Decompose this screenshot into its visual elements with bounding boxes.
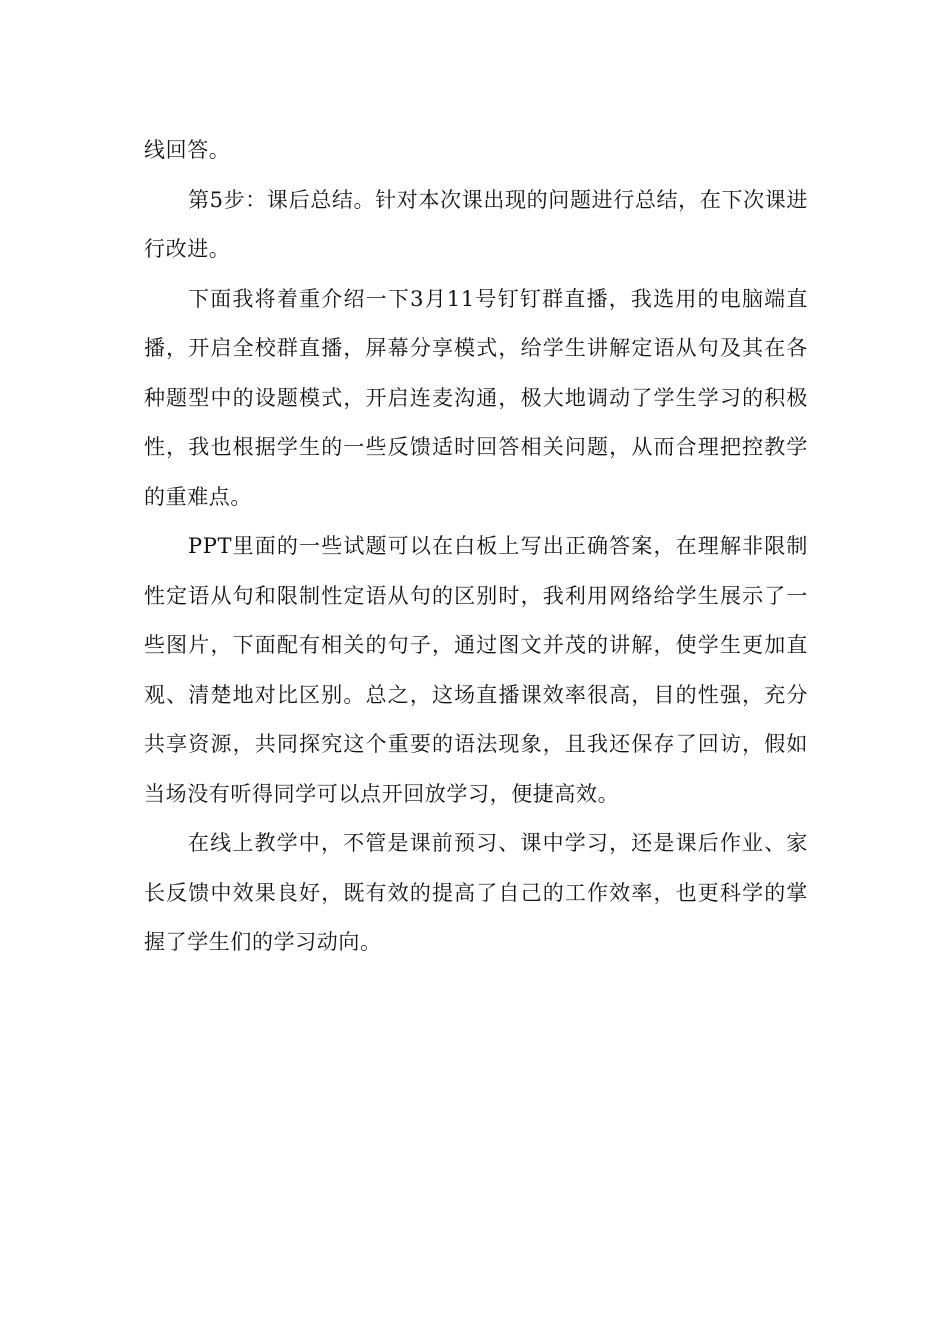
paragraph-continuation: 线回答。 [144, 138, 231, 162]
paragraph-ppt-whiteboard: PPT里面的一些试题可以在白板上写出正确答案，在理解非限制性定语从句和限制性定语从句的区别时，我利用网络给学生展示了一些图片，下面配有相关的句子，通过图文并茂的讲解，使学生更加直观、清楚地对比区别。总之，这场直播课效率很高，目的性强，充分共享资源，共同探究这个重要的语法现象，且我还保存了回访，假如当场没有听得同学可以点开回放学习，便捷高效。 [144, 534, 808, 806]
paragraph-step-5: 第5步：课后总结。针对本次课出现的问题进行总结，在下次课进行改进。 [144, 187, 808, 261]
paragraph-live-broadcast: 下面我将着重介绍一下3月11号钉钉群直播，我选用的电脑端直播，开启全校群直播，屏幕分享模式，给学生讲解定语从句及其在各种题型中的设题模式，开启连麦沟通，极大地调动了学生学习的积极性，我也根据学生的一些反馈适时回答相关问题，从而合理把控教学的重难点。 [144, 286, 808, 509]
document-body [144, 126, 808, 968]
paragraph-online-teaching: 在线上教学中，不管是课前预习、课中学习，还是课后作业、家长反馈中效果良好，既有效的提高了自己的工作效率，也更科学的掌握了学生们的学习动向。 [144, 831, 808, 954]
